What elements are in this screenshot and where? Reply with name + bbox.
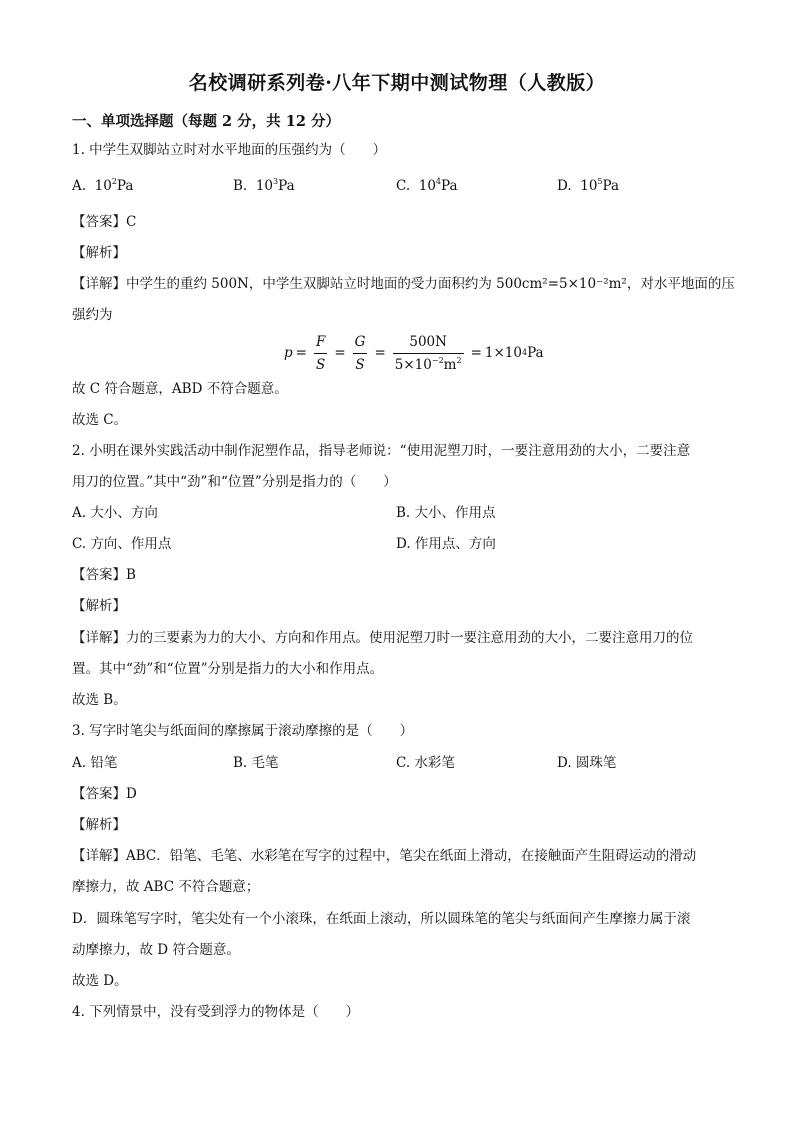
q2-option-b: B. 大小、作用点 <box>396 505 496 521</box>
q1-conclusion: 故 C 符合题意，ABD 不符合题意。 <box>72 381 288 397</box>
q2-option-a: A. 大小、方向 <box>72 505 158 521</box>
q2-detail-line-1: 【详解】力的三要素为力的大小、方向和作用点。使用泥塑刀时一要注意用劲的大小，二要注意用刀的位 <box>72 630 693 646</box>
q2-detail-line-2: 置。其中“劲”和“位置”分别是指力的大小和作用点。 <box>72 661 384 677</box>
question-4-stem: 4. 下列情景中，没有受到浮力的物体是（ ） <box>72 1004 360 1020</box>
q2-analysis-label: 【解析】 <box>72 598 126 614</box>
q3-detail-line-3: D．圆珠笔写字时，笔尖处有一个小滚珠，在纸面上滚动，所以圆珠笔的笔尖与纸面间产生摩擦力属于滚 <box>72 911 691 927</box>
q3-option-a: A. 铅笔 <box>72 755 118 771</box>
q1-option-d: D. $10^5Pa$ <box>557 177 620 194</box>
q2-option-d: D. 作用点、方向 <box>396 536 496 552</box>
q2-option-c: C. 方向、作用点 <box>72 536 172 552</box>
q1-option-a: A. $10^2Pa$ <box>72 177 134 194</box>
q2-answer: 【答案】B <box>72 567 136 583</box>
q3-detail-line-4: 动摩擦力，故 D 符合题意。 <box>72 942 240 958</box>
q3-analysis-label: 【解析】 <box>72 817 126 833</box>
page-title: 名校调研系列卷·八年下期中测试物理（人教版） <box>188 72 606 94</box>
q3-detail-line-1: 【详解】ABC．铅笔、毛笔、水彩笔在写字的过程中，笔尖在纸面上滑动，在接触面产生阻碍运动的滑动 <box>72 848 697 864</box>
q3-option-d: D. 圆珠笔 <box>557 755 617 771</box>
q1-answer: 【答案】C <box>72 214 137 230</box>
q1-choose: 故选 C。 <box>72 412 128 428</box>
q1-detail-line-1: 【详解】中学生的重约 500N，中学生双脚站立时地面的受力面积约为 500cm²=5×10⁻²m²，对水平地面的压 <box>72 276 735 292</box>
question-1-stem: 1. 中学生双脚站立时对水平地面的压强约为（ ） <box>72 142 387 158</box>
q3-option-b: B. 毛笔 <box>233 755 279 771</box>
question-3-stem: 3. 写字时笔尖与纸面间的摩擦属于滚动摩擦的是（ ） <box>72 723 414 739</box>
question-2-stem-line-2: 用刀的位置。”其中“劲”和“位置”分别是指力的（ ） <box>72 474 397 490</box>
pressure-formula: p = $\frac{F}{S}$ = $\frac{G}{S}$ = $\frac{500N}{5\times 10^{-2}m^2}$ = 1×10 4 Pa <box>284 333 544 373</box>
q3-choose: 故选 D。 <box>72 973 128 989</box>
q3-answer: 【答案】D <box>72 786 137 802</box>
q1-option-b: B. $10^3Pa$ <box>233 177 295 194</box>
q1-analysis-label: 【解析】 <box>72 245 126 261</box>
section-heading: 一、单项选择题（每题 2 分，共 12 分） <box>72 113 340 130</box>
question-2-stem-line-1: 2. 小明在课外实践活动中制作泥塑作品，指导老师说：“使用泥塑刀时，一要注意用劲的大小，二要注意 <box>72 443 691 459</box>
q2-choose: 故选 B。 <box>72 692 127 708</box>
q1-detail-line-2: 强约为 <box>72 307 113 323</box>
q3-option-c: C. 水彩笔 <box>396 755 455 771</box>
q3-detail-line-2: 摩擦力，故 ABC 不符合题意； <box>72 879 260 895</box>
q1-option-c: C. $10^4Pa$ <box>396 177 458 194</box>
